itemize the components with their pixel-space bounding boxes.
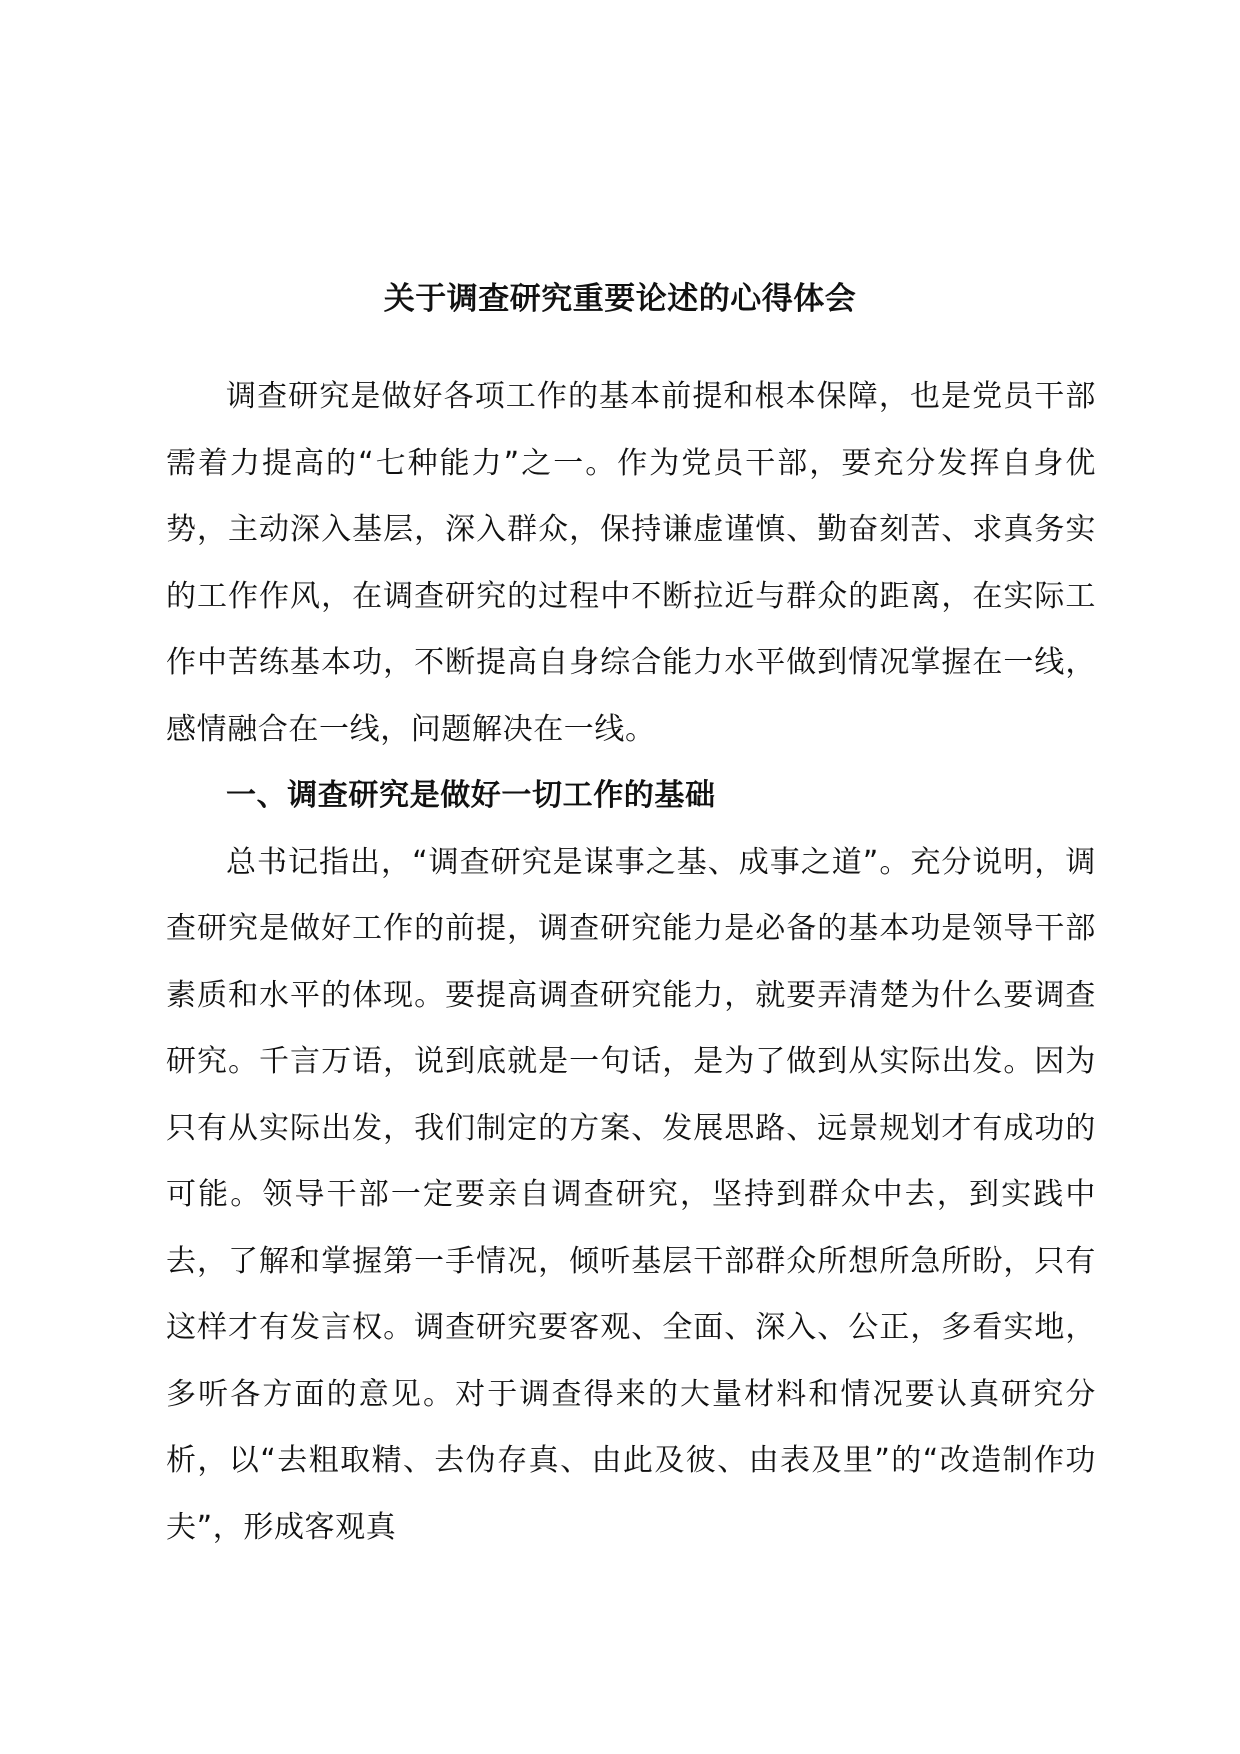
section-paragraph: 总书记指出，“调查研究是谋事之基、成事之道”。充分说明，调查研究是做好工作的前提，调查研究能力是必备的基本功是领导干部素质和水平的体现。要提高调查研究能力，就要弄清楚为什么要调查研究。千言万语，说到底就是一句话，是为了做到从实际出发。因为只有从实际出发，我们制定的方案、发展思路、远景规划才有成功的可能。领导干部一定要亲自调查研究，坚持到群众中去，到实践中去，了解和掌握第一手情况，倾听基层干部群众所想所急所盼，只有这样才有发言权。调查研究要客观、全面、深入、公正，多看实地，多听各方面的意见。对于调查得来的大量材料和情况要认真研究分析，以“去粗取精、去伪存真、由此及彼、由表及里”的“改造制作功夫”，形成客观真 <box>166 844 1096 1545</box>
document-body <box>166 364 1096 1561</box>
section-heading: 一、调查研究是做好一切工作的基础 <box>226 778 716 813</box>
intro-paragraph: 调查研究是做好各项工作的基本前提和根本保障，也是党员干部需着力提高的“七种能力”之一。作为党员干部，要充分发挥自身优势，主动深入基层，深入群众，保持谦虚谨慎、勤奋刻苦、求真务实的工作作风，在调查研究的过程中不断拉近与群众的距离，在实际工作中苦练基本功，不断提高自身综合能力水平做到情况掌握在一线，感情融合在一线，问题解决在一线。 <box>166 379 1096 747</box>
document-title: 关于调查研究重要论述的心得体会 <box>383 281 857 317</box>
